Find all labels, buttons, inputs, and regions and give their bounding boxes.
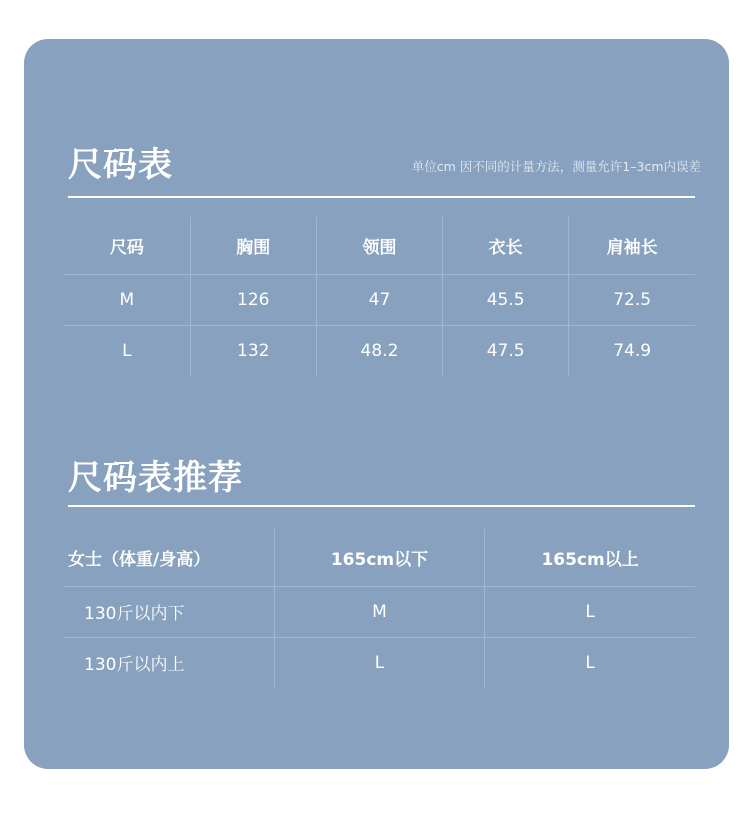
table-cell: 48.2 <box>316 325 442 376</box>
header-cell: 尺码 <box>64 217 190 274</box>
header-cell: 领围 <box>316 217 442 274</box>
title-divider <box>68 196 695 198</box>
table-cell: 45.5 <box>443 274 569 325</box>
table-cell: L <box>485 586 695 637</box>
table-header-row <box>64 217 695 274</box>
table-row <box>64 325 695 376</box>
header-cell: 165cm以上 <box>541 549 639 570</box>
table-cell: L <box>64 325 190 376</box>
recommendation-title: 尺码表推荐 <box>68 458 243 498</box>
table-cell: 130斤以内下 <box>64 586 274 637</box>
header-cell: 胸围 <box>190 217 316 274</box>
header-cell: 衣长 <box>443 217 569 274</box>
table-cell: 74.9 <box>569 325 695 376</box>
size-chart-card <box>24 39 729 769</box>
table-cell: 72.5 <box>569 274 695 325</box>
table-row <box>64 586 695 637</box>
measurement-note: 单位cm 因不同的计量方法，测量允许1–3cm内误差 <box>411 159 701 174</box>
table-cell: L <box>274 637 484 688</box>
table-cell: 132 <box>190 325 316 376</box>
recommendation-table <box>64 529 695 688</box>
table-cell: 47.5 <box>443 325 569 376</box>
table-cell: M <box>274 586 484 637</box>
header-cell: 女士（体重/身高） <box>64 529 274 586</box>
size-chart-title: 尺码表 <box>68 145 173 185</box>
table-row <box>64 274 695 325</box>
table-cell: L <box>485 637 695 688</box>
table-cell: 126 <box>190 274 316 325</box>
table-header-row <box>64 529 695 586</box>
table-row <box>64 637 695 688</box>
header-cell: 165cm以下 <box>274 529 484 586</box>
size-table <box>64 217 695 376</box>
header-cell: 肩袖长 <box>606 237 658 258</box>
table-cell: 130斤以内上 <box>64 637 274 688</box>
title-divider <box>68 505 695 507</box>
table-cell: 47 <box>316 274 442 325</box>
table-cell: M <box>64 274 190 325</box>
